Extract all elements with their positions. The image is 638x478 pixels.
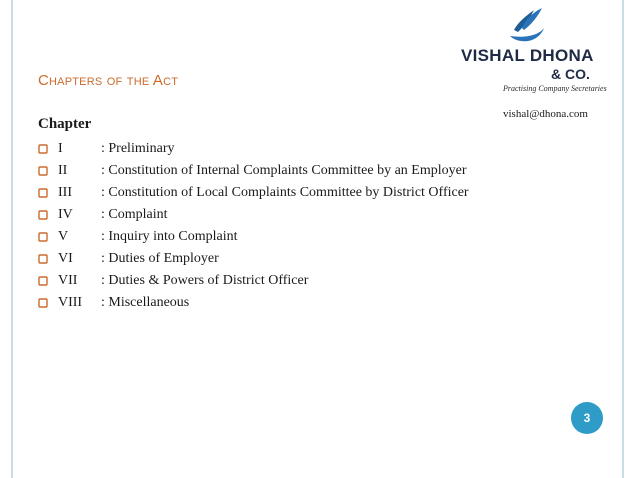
square-bullet-icon bbox=[38, 210, 48, 220]
chapter-number: II bbox=[58, 163, 68, 178]
square-bullet-icon bbox=[38, 232, 48, 242]
chapter-title: : Duties & Powers of District Officer bbox=[101, 273, 309, 288]
bird-logo-icon bbox=[504, 6, 548, 48]
square-bullet-icon bbox=[38, 276, 48, 286]
chapter-title: : Miscellaneous bbox=[101, 295, 190, 310]
chapter-number: VI bbox=[58, 251, 73, 266]
square-bullet-icon bbox=[38, 298, 48, 308]
chapter-title: : Constitution of Internal Complaints Committee by an Employer bbox=[101, 163, 467, 178]
company-logo bbox=[455, 0, 605, 101]
chapter-title: : Inquiry into Complaint bbox=[101, 229, 238, 244]
chapter-title: : Complaint bbox=[101, 207, 168, 222]
logo-tagline: Practising Company Secretaries bbox=[503, 84, 607, 93]
contact-email: vishal@dhona.com bbox=[503, 108, 588, 120]
right-margin-rule bbox=[622, 0, 624, 478]
square-bullet-icon bbox=[38, 254, 48, 264]
chapter-number: VII bbox=[58, 273, 78, 288]
chapter-heading: Chapter bbox=[38, 116, 92, 132]
chapter-number: III bbox=[58, 185, 72, 200]
logo-company-suffix: & CO. bbox=[551, 66, 590, 82]
logo-company-name: VISHAL DHONA bbox=[461, 46, 594, 65]
chapter-number: V bbox=[58, 229, 69, 244]
square-bullet-icon bbox=[38, 166, 48, 176]
square-bullet-icon bbox=[38, 188, 48, 198]
page-number-badge: 3 bbox=[571, 402, 603, 434]
square-bullet-icon bbox=[38, 144, 48, 154]
chapter-title: : Constitution of Local Complaints Committee by District Officer bbox=[101, 185, 469, 200]
chapter-number: IV bbox=[58, 207, 73, 222]
chapter-number: VIII bbox=[58, 295, 83, 310]
chapter-title: : Preliminary bbox=[101, 141, 175, 156]
chapter-title: : Duties of Employer bbox=[101, 251, 219, 266]
slide-title: Chapters of the Act bbox=[38, 72, 179, 89]
chapter-number: I bbox=[58, 141, 63, 156]
left-margin-rule bbox=[11, 0, 13, 478]
